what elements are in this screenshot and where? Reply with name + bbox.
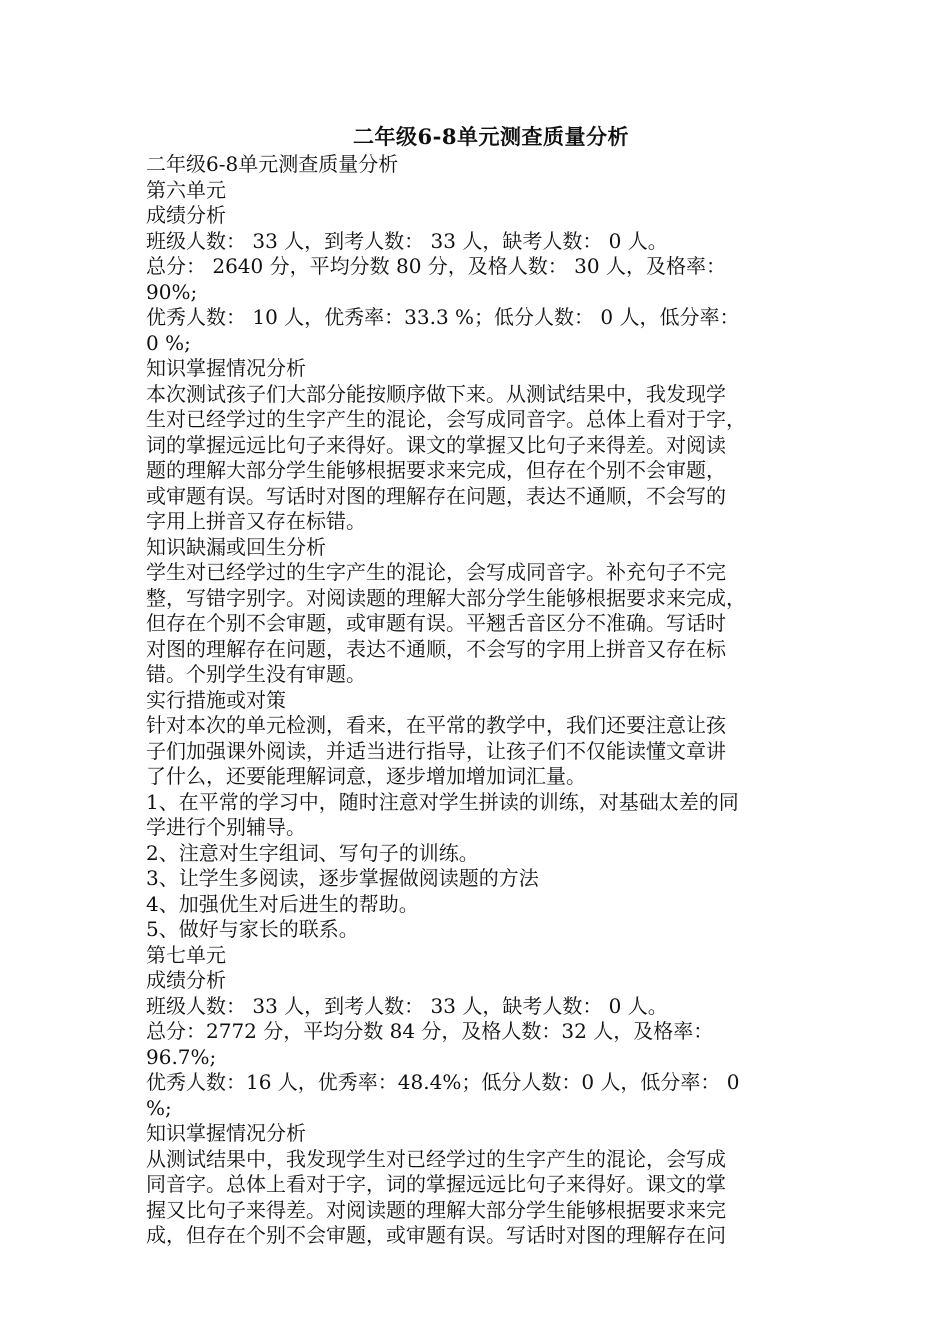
- text-line: 成绩分析: [146, 203, 226, 227]
- text-line: 知识缺漏或回生分析: [146, 534, 326, 559]
- text-line: 0 %;: [146, 330, 191, 355]
- text-line: 生对已经学过的生字产生的混论，会写成同音字。总体上看对于字，: [146, 407, 746, 431]
- text-line: 但存在个别不会审题，或审题有误。平翘舌音区分不准确。写话时: [146, 611, 726, 635]
- text-line: 整，写错字别字。对阅读题的理解大部分学生能够根据要求来完成，: [146, 585, 746, 610]
- text-line: 96.7%;: [146, 1044, 217, 1069]
- text-line: 总分：2772 分，平均分数 84 分，及格人数：32 人，及格率：: [146, 1019, 714, 1043]
- text-line: 从测试结果中，我发现学生对已经学过的生字产生的混论，会写成: [146, 1146, 726, 1171]
- text-line: 总分： 2640 分，平均分数 80 分，及格人数： 30 人，及格率：: [146, 254, 726, 278]
- text-line: 班级人数： 33 人，到考人数： 33 人，缺考人数： 0 人。: [146, 993, 668, 1018]
- text-line: 5、做好与家长的联系。: [146, 917, 359, 941]
- text-line: 学进行个别辅导。: [146, 815, 306, 839]
- text-line: 成，但存在个别不会审题，或审题有误。写话时对图的理解存在问: [146, 1223, 726, 1247]
- document-body: [146, 152, 806, 1249]
- text-line: 学生对已经学过的生字产生的混论，会写成同音字。补充句子不完: [146, 560, 726, 584]
- text-line: 本次测试孩子们大部分能按顺序做下来。从测试结果中，我发现学: [146, 381, 726, 406]
- text-line: 针对本次的单元检测，看来，在平常的教学中，我们还要注意让孩: [146, 713, 726, 737]
- text-line: 实行措施或对策: [146, 687, 286, 712]
- text-line: %;: [146, 1095, 172, 1120]
- text-line: 知识掌握情况分析: [146, 356, 306, 380]
- text-line: 优秀人数：16 人，优秀率：48.4%；低分人数：0 人，低分率： 0: [146, 1070, 740, 1094]
- text-line: 子们加强课外阅读，并适当进行指导，让孩子们不仅能读懂文章讲: [146, 738, 726, 763]
- document-page: [146, 122, 806, 1249]
- text-line: 了什么，还要能理解词意，逐步增加增加词汇量。: [146, 764, 586, 788]
- text-line: 2、注意对生字组词、写句子的训练。: [146, 840, 479, 865]
- text-line: 3、让学生多阅读，逐步掌握做阅读题的方法: [146, 866, 539, 890]
- text-line: 90%;: [146, 279, 198, 304]
- text-line: 优秀人数： 10 人，优秀率：33.3 %；低分人数： 0 人，低分率：: [146, 305, 740, 329]
- text-line: 成绩分析: [146, 968, 226, 992]
- text-line: 4、加强优生对后进生的帮助。: [146, 891, 419, 916]
- document-title: 二年级6-8单元测查质量分析: [353, 124, 629, 149]
- text-line: 题的理解大部分学生能够根据要求来完成，但存在个别不会审题，: [146, 458, 726, 482]
- text-line: 1、在平常的学习中，随时注意对学生拼读的训练，对基础太差的同: [146, 789, 739, 814]
- text-line: 知识掌握情况分析: [146, 1121, 306, 1145]
- text-line: 二年级6-8单元测查质量分析: [146, 152, 399, 176]
- text-line: 同音字。总体上看对于字，词的掌握远远比句子来得好。课文的掌: [146, 1172, 726, 1196]
- text-line: 或审题有误。写话时对图的理解存在问题，表达不通顺，不会写的: [146, 483, 726, 508]
- text-line: 班级人数： 33 人，到考人数： 33 人，缺考人数： 0 人。: [146, 228, 668, 253]
- text-line: 字用上拼音又存在标错。: [146, 509, 366, 533]
- text-line: 第六单元: [146, 177, 226, 202]
- text-line: 对图的理解存在问题，表达不通顺，不会写的字用上拼音又存在标: [146, 636, 726, 661]
- text-line: 错。个别学生没有审题。: [146, 662, 366, 686]
- text-line: 握又比句子来得差。对阅读题的理解大部分学生能够根据要求来完: [146, 1197, 726, 1222]
- text-line: 第七单元: [146, 942, 226, 967]
- text-line: 词的掌握远远比句子来得好。课文的掌握又比句子来得差。对阅读: [146, 432, 726, 457]
